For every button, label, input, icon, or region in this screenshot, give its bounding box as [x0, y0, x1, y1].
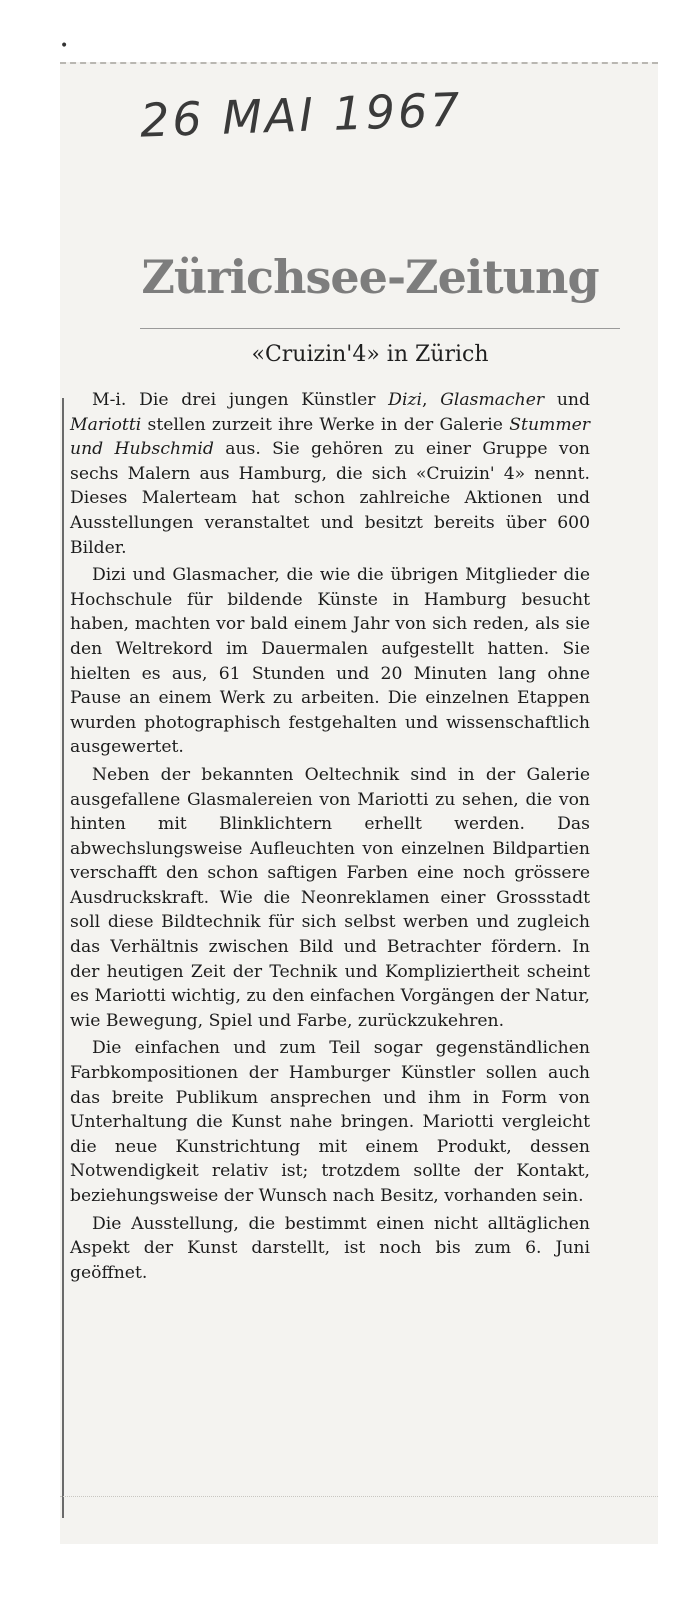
clipping-bottom-edge: [60, 1496, 658, 1511]
masthead-rule: [140, 328, 620, 329]
paragraph-text: M-i. Die drei jungen Künstler: [92, 390, 389, 410]
gallery-name: Stummer und Hubschmid: [70, 414, 590, 460]
artist-name: Dizi: [388, 390, 423, 410]
margin-dot: •: [60, 38, 69, 54]
column-rule: [62, 398, 64, 1518]
article-headline: «Cruizin'4» in Zürich: [251, 342, 489, 367]
artist-name: Mariotti: [70, 414, 142, 435]
article-paragraph-5: Die Ausstellung, die bestimmt einen nicht alltäglichen Aspekt der Kunst darstellt, ist noch bis zum 6. Juni geöffnet.: [70, 1213, 590, 1283]
handwritten-date: 26 MAI 1967: [139, 82, 464, 148]
paragraph-text: und: [544, 390, 590, 410]
newspaper-masthead: Zürichsee-Zeitung: [141, 250, 599, 304]
article-body: [70, 388, 590, 1288]
article-paragraph-4: Die einfachen und zum Teil sogar gegenständlichen Farbkompositionen der Hamburger Künstler sollen auch das breite Publikum ansprechen und ihm in Form von Unterhaltung die Kunst nahe bringen. Mariotti vergleicht die neue Kunstrichtung mit einem Produkt, dessen Notwendigkeit relativ ist; trotzdem sollte der Kontakt, beziehungsweise der Wunsch nach Besitz, vorhanden sein.: [70, 1038, 590, 1206]
article-paragraph-3: Neben der bekannten Oeltechnik sind in der Galerie ausgefallene Glasmalereien von Mariotti zu sehen, die von hinten mit Blinklichtern erhellt werden. Das abwechslungsweise Aufleuchten von einzelnen Bildpartien verschafft den schon saftigen Farben eine noch grössere Ausdruckskraft. Wie die Neonreklamen einer Grossstadt soll diese Bildtechnik für sich selbst werben und zugleich das Verhältnis zwischen Bild und Betrachter fördern. In der heutigen Zeit der Technik und Kompliziertheit scheint es Mariotti wichtig, zu den einfachen Vorgängen der Natur, wie Bewegung, Spiel und Farbe, zurückzukehren.: [70, 764, 590, 1031]
paragraph-text: ,: [422, 390, 441, 410]
paragraph-text: stellen zurzeit ihre Werke in der Galerie: [141, 414, 510, 435]
article-paragraph-2: Dizi und Glasmacher, die wie die übrigen Mitglieder die Hochschule für bildende Künste in Hamburg besucht haben, machten vor bald einem Jahr von sich reden, als sie den Weltrekord im Dauermalen aufgestellt hatten. Sie hielten es aus, 61 Stunden und 20 Minuten lang ohne Pause an einem Werk zu arbeiten. Die einzelnen Etappen wurden photographisch festgehalten und wissenschaftlich ausgewertet.: [70, 565, 590, 758]
paragraph-text: aus. Sie gehören zu einer Gruppe von sechs Malern aus Hamburg, die sich «Cruizin' 4» nennt. Dieses Malerteam hat schon zahlreiche Aktionen und Ausstellungen veranstaltet und besitzt bereits über 600 Bilder.: [70, 439, 591, 558]
article-paragraph-1: [70, 388, 590, 560]
artist-name: Glasmacher: [440, 390, 545, 410]
